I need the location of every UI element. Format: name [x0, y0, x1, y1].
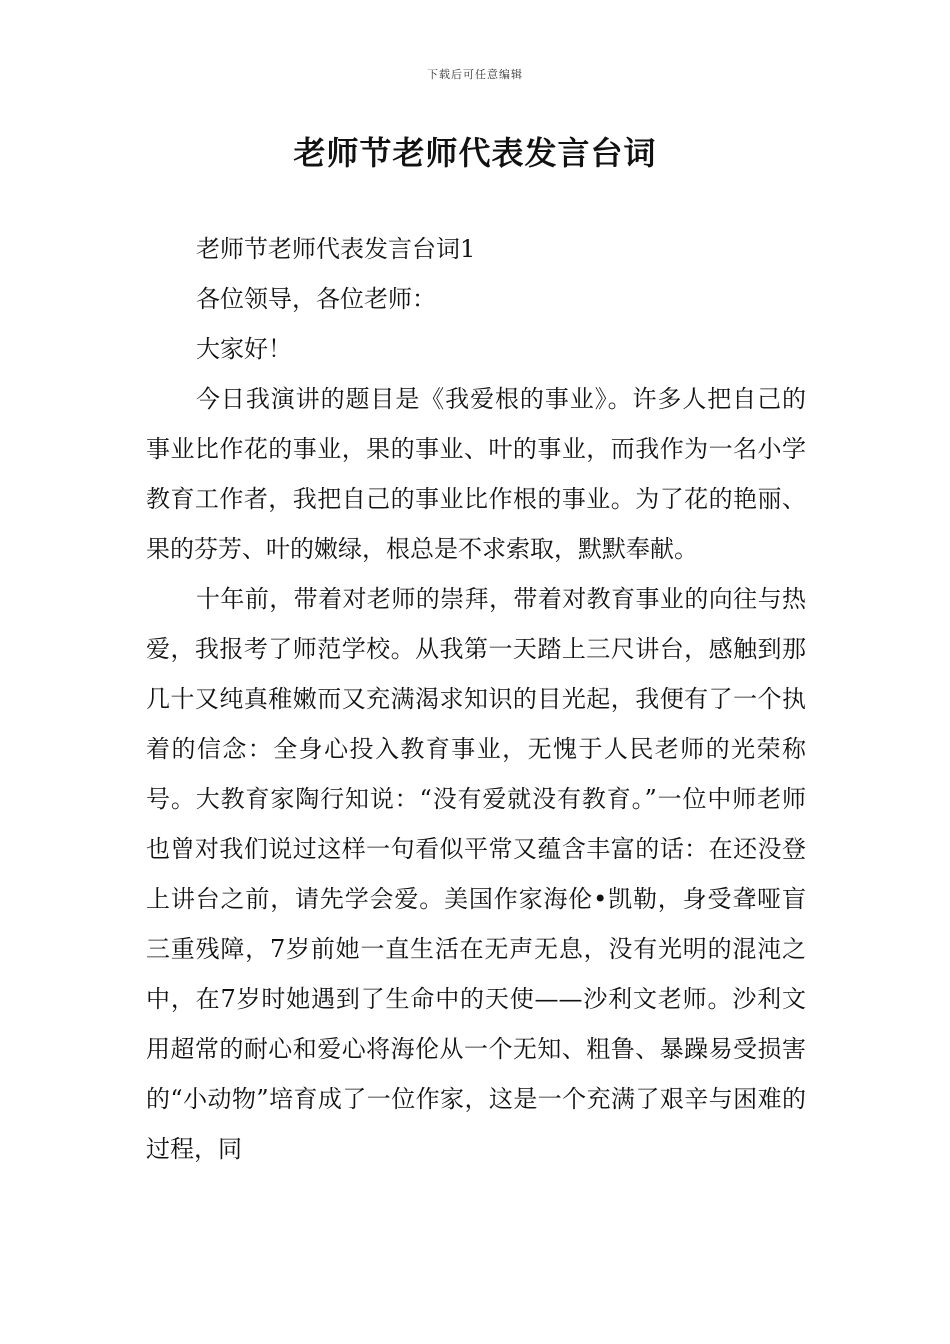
page-header-note: 下载后可任意编辑	[427, 68, 523, 81]
paragraph-subtitle: 老师节老师代表发言台词1	[196, 235, 476, 263]
paragraph-salutation: 各位领导，各位老师：	[196, 285, 436, 313]
paragraph-intro: 今日我演讲的题目是《我爱根的事业》。许多人把自己的事业比作花的事业，果的事业、叶的事业，而我作为一名小学教育工作者，我把自己的事业比作根的事业。为了花的艳丽、果的芬芳、叶的嫩绿，根总是不求索取，默默奉献。	[146, 385, 806, 563]
paragraph-greeting: 大家好！	[196, 335, 292, 363]
document-title: 老师节老师代表发言台词	[293, 134, 657, 172]
document-body	[146, 224, 806, 1174]
paragraph-story: 十年前，带着对老师的崇拜，带着对教育事业的向往与热爱，我报考了师范学校。从我第一天踏上三尺讲台，感触到那几十又纯真稚嫩而又充满渴求知识的目光起，我便有了一个执着的信念：全身心投入教育事业，无愧于人民老师的光荣称号。大教育家陶行知说：“没有爱就没有教育。”一位中师老师也曾对我们说过这样一句看似平常又蕴含丰富的话：在还没登上讲台之前，请先学会爱。美国作家海伦•凯勒，身受聋哑盲三重残障，7岁前她一直生活在无声无息，没有光明的混沌之中，在7岁时她遇到了生命中的天使——沙利文老师。沙利文用超常的耐心和爱心将海伦从一个无知、粗鲁、暴躁易受损害的“小动物”培育成了一位作家，这是一个充满了艰辛与困难的过程，同	[146, 585, 806, 1163]
